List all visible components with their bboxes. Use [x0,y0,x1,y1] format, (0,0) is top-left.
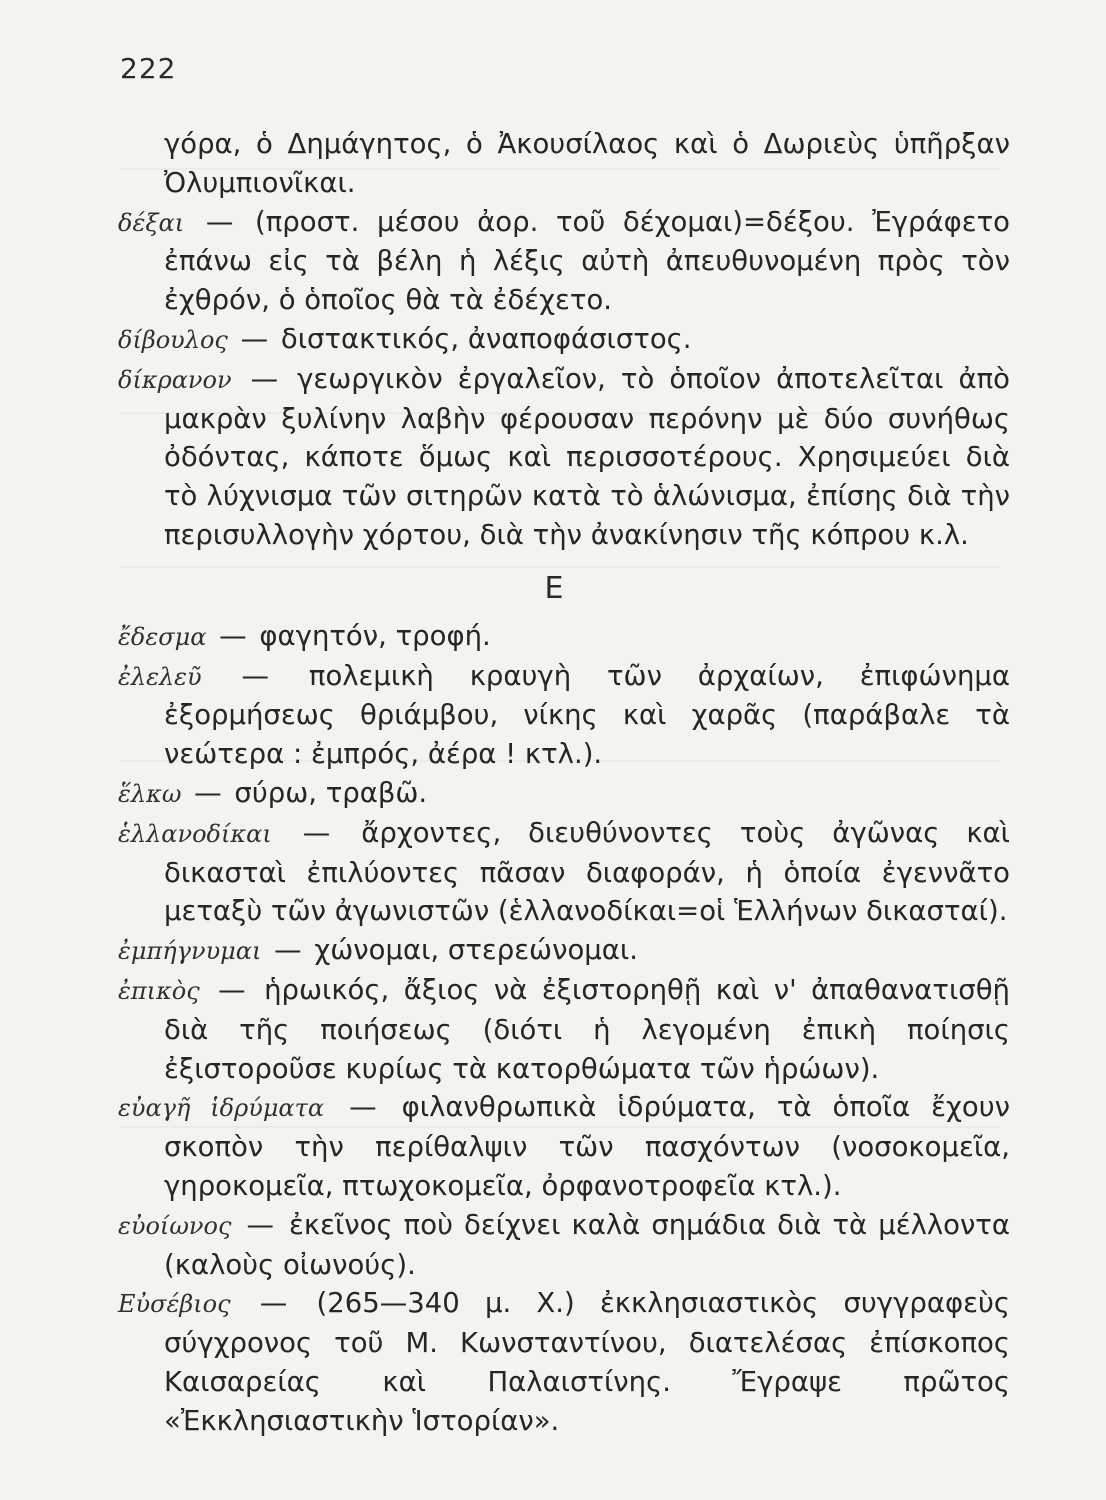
page-number: 222 [120,52,177,85]
glossary-entry [118,774,1010,814]
entry-term: Εὐσέβιος [118,1290,231,1319]
glossary-entry [118,931,1010,971]
entry-term: εὐοίωνος [118,1211,232,1240]
entry-definition: (265—340 μ. Χ.) ἐκκλησιαστικὸς συγγραφεὺς σύγχρονος τοῦ Μ. Κωνσταντίνου, διατελέσας ἐπίσκοπος Καισαρείας καὶ Παλαιστίνης. Ἔγραψε πρῶτος «Ἐκκλησιαστικὴν Ἱστορίαν». [164,1287,1011,1437]
glossary-entry [118,657,1010,774]
entry-term: δίβουλος [118,325,228,354]
entry-separator: — [274,934,302,967]
glossary-entry [118,1284,1010,1440]
glossary-entry [118,1206,1010,1285]
entry-definition: ἐκεῖνος ποὺ δείχνει καλὰ σημάδια διὰ τὰ μέλλοντα (καλοὺς οἰωνούς). [164,1208,1010,1281]
entry-definition: ἡρωικός, ἄξιος νὰ ἐξιστορηθῇ καὶ ν' ἀπαθανατισθῇ διὰ τῆς ποιήσεως (διότι ἡ λεγομένη ἐπικὴ ποίησις ἐξιστοροῦσε κυρίως τὰ κατορθώματα τῶν ἡρώων). [164,973,1010,1085]
entry-separator: — [246,1208,274,1241]
entry-separator: — [194,776,222,809]
glossary [118,125,1010,1441]
entry-term: ἐλελεῦ [118,662,202,691]
entry-definition: ἄρχοντες, διευθύνοντες τοὺς ἀγῶνας καὶ δικασταὶ ἐπιλύοντες πᾶσαν διαφοράν, ἡ ὁποία ἐγεννᾶτο μεταξὺ τῶν ἀγωνιστῶν (ἑλλανοδίκαι=οἱ Ἑλλήνων δικασταί). [164,816,1010,928]
intro-continuation: γόρα, ὁ Δημάγητος, ὁ Ἀκουσίλαος καὶ ὁ Δωριεὺς ὑπῆρξαν Ὀλυμπιονῖκαι. [164,128,1010,199]
entry-definition: (προστ. μέσου ἀορ. τοῦ δέχομαι)=δέξου. Ἐγράφετο ἐπάνω εἰς τὰ βέλη ἡ λέξις αὐτὴ ἀπευθυνομένη πρὸς τὸν ἐχθρόν, ὁ ὁποῖος θὰ τὰ ἐδέχετο. [164,205,1010,317]
entry-definition: σύρω, τραβῶ. [234,776,428,809]
entry-term: ἑλλανοδίκαι [118,819,272,848]
entry-term: ἐπικὸς [118,976,200,1005]
glossary-entry [118,971,1010,1088]
entry-definition: γεωργικὸν ἐργαλεῖον, τὸ ὁποῖον ἀποτελεῖται ἀπὸ μακρὰν ξυλίνην λαβὴν φέρουσαν περόνην μὲ δύο συνήθως ὀδόντας, κάποτε ὅμως καὶ περισσοτέρους. Χρησιμεύει διὰ τὸ λύχνισμα τῶν σιτηρῶν κατὰ τὸ ἁλώνισμα, ἐπίσης διὰ τὴν περισυλλογὴν χόρτου, διὰ τὴν ἀνακίνησιν τῆς κόπρου κ.λ. [164,362,1010,551]
section-letter: Ε [544,570,564,606]
entry-separator: — [349,1091,377,1124]
epsilon-entries [118,617,1010,1441]
entry-definition: διστακτικός, ἀναποφάσιστος. [280,322,692,355]
glossary-entry [118,814,1010,931]
entry-separator: — [218,973,246,1006]
entry-definition: φαγητόν, τροφή. [259,619,491,652]
entry-separator: — [241,659,270,692]
glossary-entry [118,1088,1010,1205]
glossary-entry [118,203,1010,320]
entry-term: ἐμπήγνυμαι [118,937,262,966]
entry-term: εὐαγῆ ἱδρύματα [118,1094,325,1123]
entry-separator: — [250,362,279,395]
entry-separator: — [240,322,269,355]
entry-definition: πολεμικὴ κραυγὴ τῶν ἀρχαίων, ἐπιφώνημα ἐξορμήσεως θριάμβου, νίκης καὶ χαρᾶς (παράβαλε τὰ νεώτερα : ἐμπρός, ἀέρα ! κτλ.). [164,659,1011,771]
entry-term: δέξαι [118,208,185,237]
entry-separator: — [205,205,234,238]
entry-term: ἕλκω [118,779,182,808]
entry-definition: φιλανθρωπικὰ ἱδρύματα, τὰ ὁποῖα ἔχουν σκοπὸν τὴν περίθαλψιν τῶν πασχόντων (νοσοκομεῖα, γηροκομεῖα, πτωχοκομεῖα, ὀρφανοτροφεῖα κτλ.). [164,1091,1011,1202]
entry-term: δίκρανον [118,365,232,394]
entry-separator: — [302,816,331,849]
delta-entries [118,203,1010,555]
glossary-entry [118,617,1010,657]
glossary-entry [118,360,1010,555]
entry-separator: — [219,619,247,652]
entry-definition: χώνομαι, στερεώνομαι. [314,934,638,967]
glossary-entry [118,320,1010,360]
entry-separator: — [259,1287,288,1320]
entry-term: ἔδεσμα [118,622,207,651]
